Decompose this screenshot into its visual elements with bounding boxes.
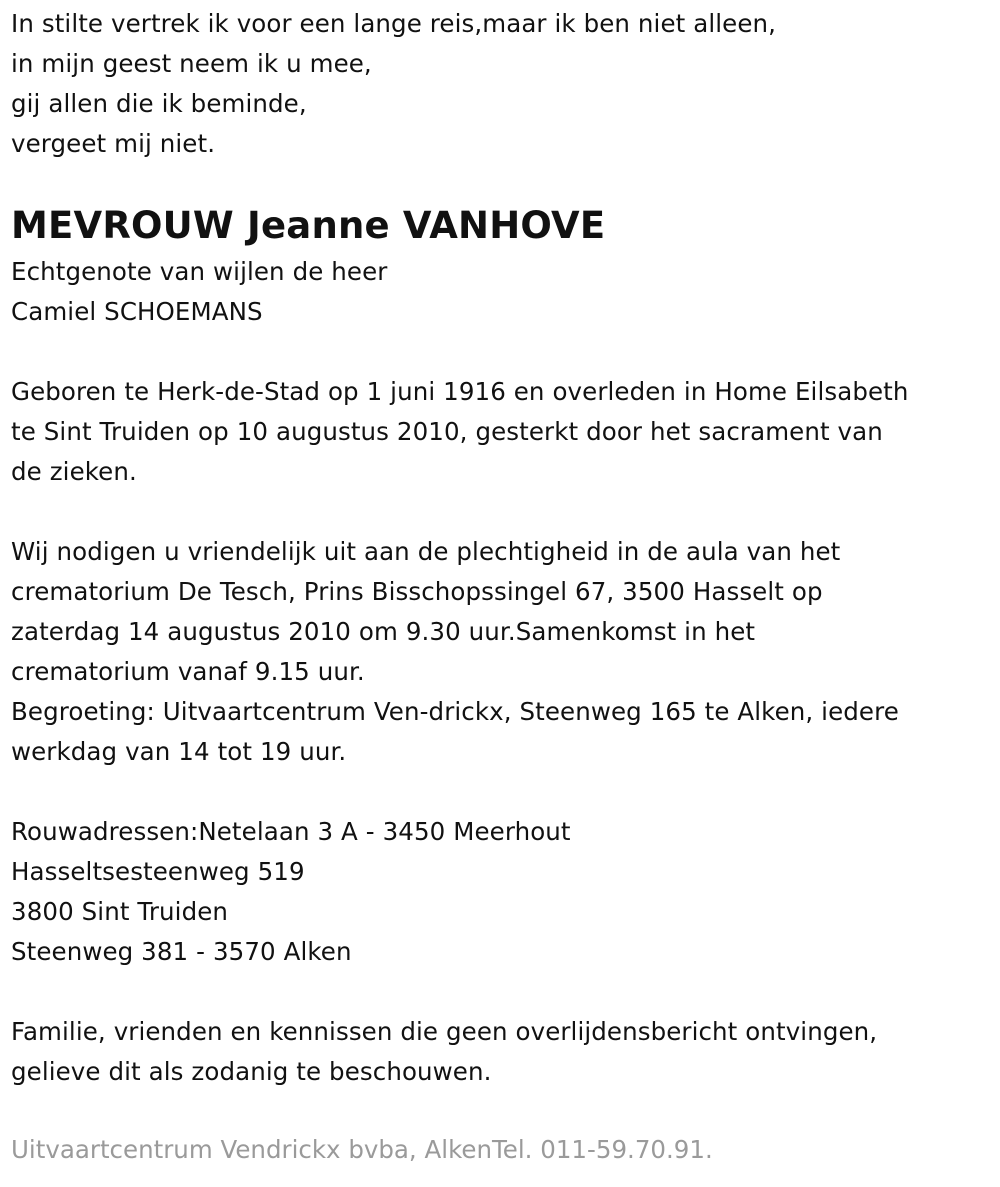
paragraph-line: de zieken. — [11, 457, 137, 486]
paragraph-line: zaterdag 14 augustus 2010 om 9.30 uur.Samenkomst in het — [11, 617, 756, 646]
spacer — [11, 972, 991, 1012]
spacer — [11, 772, 991, 812]
paragraph-line: Geboren te Herk-de-Stad op 1 juni 1916 en overleden in Home Eilsabeth — [11, 377, 909, 406]
paragraph-line: werkdag van 14 tot 19 uur. — [11, 737, 347, 766]
birth-death-paragraph — [11, 372, 991, 492]
mourning-addresses — [11, 812, 991, 972]
paragraph-line: Begroeting: Uitvaartcentrum Ven-drickx, Steenweg 165 te Alken, iedere — [11, 697, 899, 726]
poem — [11, 4, 991, 164]
paragraph-line: te Sint Truiden op 10 augustus 2010, gesterkt door het sacrament van — [11, 417, 883, 446]
paragraph-line: gelieve dit als zodanig te beschouwen. — [11, 1057, 492, 1086]
spacer — [11, 332, 991, 372]
address-line: Steenweg 381 - 3570 Alken — [11, 937, 352, 966]
paragraph-line: Wij nodigen u vriendelijk uit aan de plechtigheid in de aula van het — [11, 537, 841, 566]
poem-line: in mijn geest neem ik u mee, — [11, 49, 372, 78]
notice-paragraph — [11, 1012, 991, 1092]
spacer — [11, 492, 991, 532]
paragraph-line: Familie, vrienden en kennissen die geen overlijdensbericht ontvingen, — [11, 1017, 878, 1046]
deceased-name: MEVROUW Jeanne VANHOVE — [11, 204, 606, 247]
poem-line: In stilte vertrek ik voor een lange reis,maar ik ben niet alleen, — [11, 9, 777, 38]
obituary-notice — [11, 4, 991, 1170]
relation-line: Echtgenote van wijlen de heer — [11, 257, 388, 286]
deceased-relation — [11, 252, 991, 332]
poem-line: gij allen die ik beminde, — [11, 89, 307, 118]
address-line: 3800 Sint Truiden — [11, 897, 229, 926]
ceremony-paragraph — [11, 532, 991, 772]
poem-line: vergeet mij niet. — [11, 129, 216, 158]
funeral-home-footer: Uitvaartcentrum Vendrickx bvba, AlkenTel. 011-59.70.91. — [11, 1135, 713, 1164]
relation-line: Camiel SCHOEMANS — [11, 297, 263, 326]
address-line: Hasseltsesteenweg 519 — [11, 857, 305, 886]
paragraph-line: crematorium De Tesch, Prins Bisschopssingel 67, 3500 Hasselt op — [11, 577, 823, 606]
address-line: Rouwadressen:Netelaan 3 A - 3450 Meerhout — [11, 817, 571, 846]
paragraph-line: crematorium vanaf 9.15 uur. — [11, 657, 365, 686]
